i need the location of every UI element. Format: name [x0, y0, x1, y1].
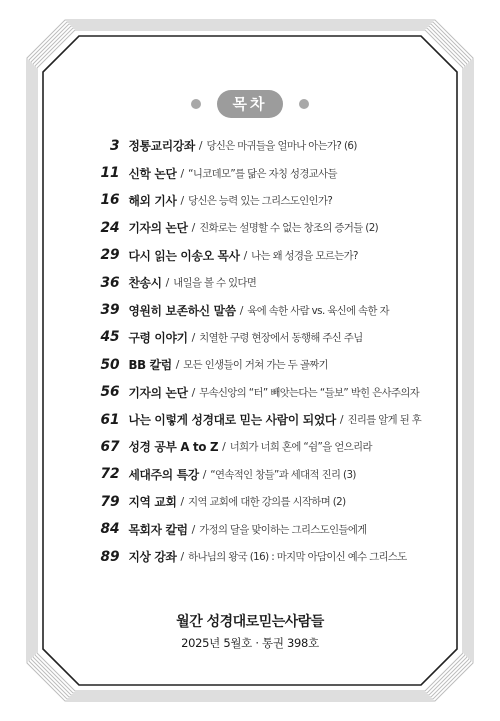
toc-entry[interactable] — [98, 187, 432, 214]
page-number: 50 — [100, 356, 120, 373]
toc-entry[interactable] — [98, 324, 432, 351]
separator: / — [175, 358, 180, 372]
article-title: 지역 교회에 대한 강의를 시작하며 (2) — [188, 496, 346, 509]
separator: / — [191, 385, 196, 399]
page-number: 39 — [100, 302, 120, 319]
section-name: 기자의 논단 — [128, 385, 188, 400]
section-name: 영원히 보존하신 말씀 — [128, 303, 236, 318]
section-name: 목회자 칼럼 — [128, 522, 188, 537]
page-number: 79 — [100, 493, 120, 510]
toc-header — [0, 90, 500, 118]
separator: / — [198, 139, 203, 153]
section-name: 해외 기사 — [128, 193, 177, 208]
separator: / — [180, 193, 185, 207]
separator: / — [339, 413, 344, 427]
page-number: 16 — [100, 192, 120, 209]
article-title: 나는 왜 성경을 모르는가? — [251, 249, 358, 262]
page-number: 72 — [100, 466, 120, 483]
toc-entry[interactable] — [98, 214, 432, 241]
separator: / — [222, 440, 226, 454]
article-title: 진리를 알게 된 후 — [347, 414, 422, 427]
section-name: 신학 논단 — [128, 166, 177, 181]
section-name: 기자의 논단 — [128, 221, 188, 236]
page-number: 67 — [100, 438, 120, 455]
toc-entry[interactable] — [98, 406, 432, 433]
section-name: 구령 이야기 — [128, 330, 188, 345]
toc-entry[interactable] — [98, 488, 432, 515]
article-title: 모든 인생들이 거쳐 가는 두 골짜기 — [183, 359, 328, 372]
article-title: 당신은 마귀들을 얼마나 아는가? (6) — [206, 140, 357, 153]
article-title: 무속신앙의 “터” 빼앗는다는 “들보” 박힌 은사주의자 — [199, 386, 420, 399]
article-title: 내일을 볼 수 있다면 — [173, 277, 257, 290]
magazine-title: 월간 성경대로믿는사람들 — [176, 614, 324, 630]
page-number: 3 — [110, 137, 120, 154]
section-name: 나는 이렇게 성경대로 믿는 사람이 되었다 — [128, 413, 336, 428]
separator: / — [239, 303, 244, 317]
article-title: 당신은 능력 있는 그리스도인인가? — [188, 194, 333, 207]
section-name: 다시 읽는 이송오 목사 — [128, 248, 240, 263]
page-number: 45 — [100, 329, 120, 346]
toc-entry[interactable] — [98, 269, 432, 296]
section-name: 성경 공부 A to Z — [128, 440, 219, 455]
toc-entry[interactable] — [98, 515, 432, 542]
article-title: “연속적인 창들”과 세대적 진리 (3) — [210, 468, 356, 481]
page-number: 56 — [100, 384, 120, 401]
toc-entry[interactable] — [98, 159, 432, 186]
toc-entry[interactable] — [98, 351, 432, 378]
separator: / — [165, 276, 170, 290]
separator: / — [202, 467, 207, 481]
page-number: 36 — [100, 274, 120, 291]
section-name: 찬송시 — [128, 276, 162, 291]
toc-entry[interactable] — [98, 296, 432, 323]
article-title: 육에 속한 사람 vs. 육신에 속한 자 — [247, 304, 389, 317]
left-dot-decoration — [191, 99, 201, 109]
article-title: “니코데모”를 닮은 자칭 성경교사들 — [188, 167, 337, 180]
separator: / — [191, 330, 196, 344]
issue-info: 2025년 5월호 · 통권 398호 — [181, 636, 319, 650]
section-name: BB 칼럼 — [128, 358, 172, 373]
page-number: 61 — [100, 411, 120, 428]
toc-entry[interactable] — [98, 461, 432, 488]
page-number: 89 — [100, 548, 120, 565]
toc-badge: 목차 — [217, 90, 283, 118]
separator: / — [180, 495, 185, 509]
toc-entry[interactable] — [98, 543, 432, 570]
page-number: 11 — [100, 165, 120, 182]
table-of-contents — [98, 132, 438, 570]
section-name: 세대주의 특강 — [128, 467, 199, 482]
section-name: 지상 강좌 — [128, 550, 177, 565]
article-title: 너희가 너희 혼에 “쉼”을 얻으리라 — [229, 441, 372, 454]
section-name: 정통교리강좌 — [128, 139, 195, 154]
page-number: 84 — [100, 521, 120, 538]
article-title: 진화로는 설명할 수 없는 창조의 증거들 (2) — [199, 222, 379, 235]
separator: / — [191, 522, 196, 536]
separator: / — [243, 248, 248, 262]
article-title: 치열한 구령 현장에서 동행해 주신 주님 — [199, 331, 363, 344]
page-number: 24 — [100, 219, 120, 236]
article-title: 가정의 달을 맞이하는 그리스도인들에게 — [199, 523, 367, 536]
page-number: 29 — [100, 247, 120, 264]
article-title: 하나님의 왕국 (16) : 마지막 아담이신 예수 그리스도 — [188, 551, 407, 564]
section-name: 지역 교회 — [128, 495, 177, 510]
toc-entry[interactable] — [98, 132, 432, 159]
right-dot-decoration — [299, 99, 309, 109]
toc-entry[interactable] — [98, 379, 432, 406]
separator: / — [191, 221, 196, 235]
separator: / — [180, 166, 185, 180]
separator: / — [180, 550, 185, 564]
toc-entry[interactable] — [98, 433, 432, 460]
toc-entry[interactable] — [98, 242, 432, 269]
